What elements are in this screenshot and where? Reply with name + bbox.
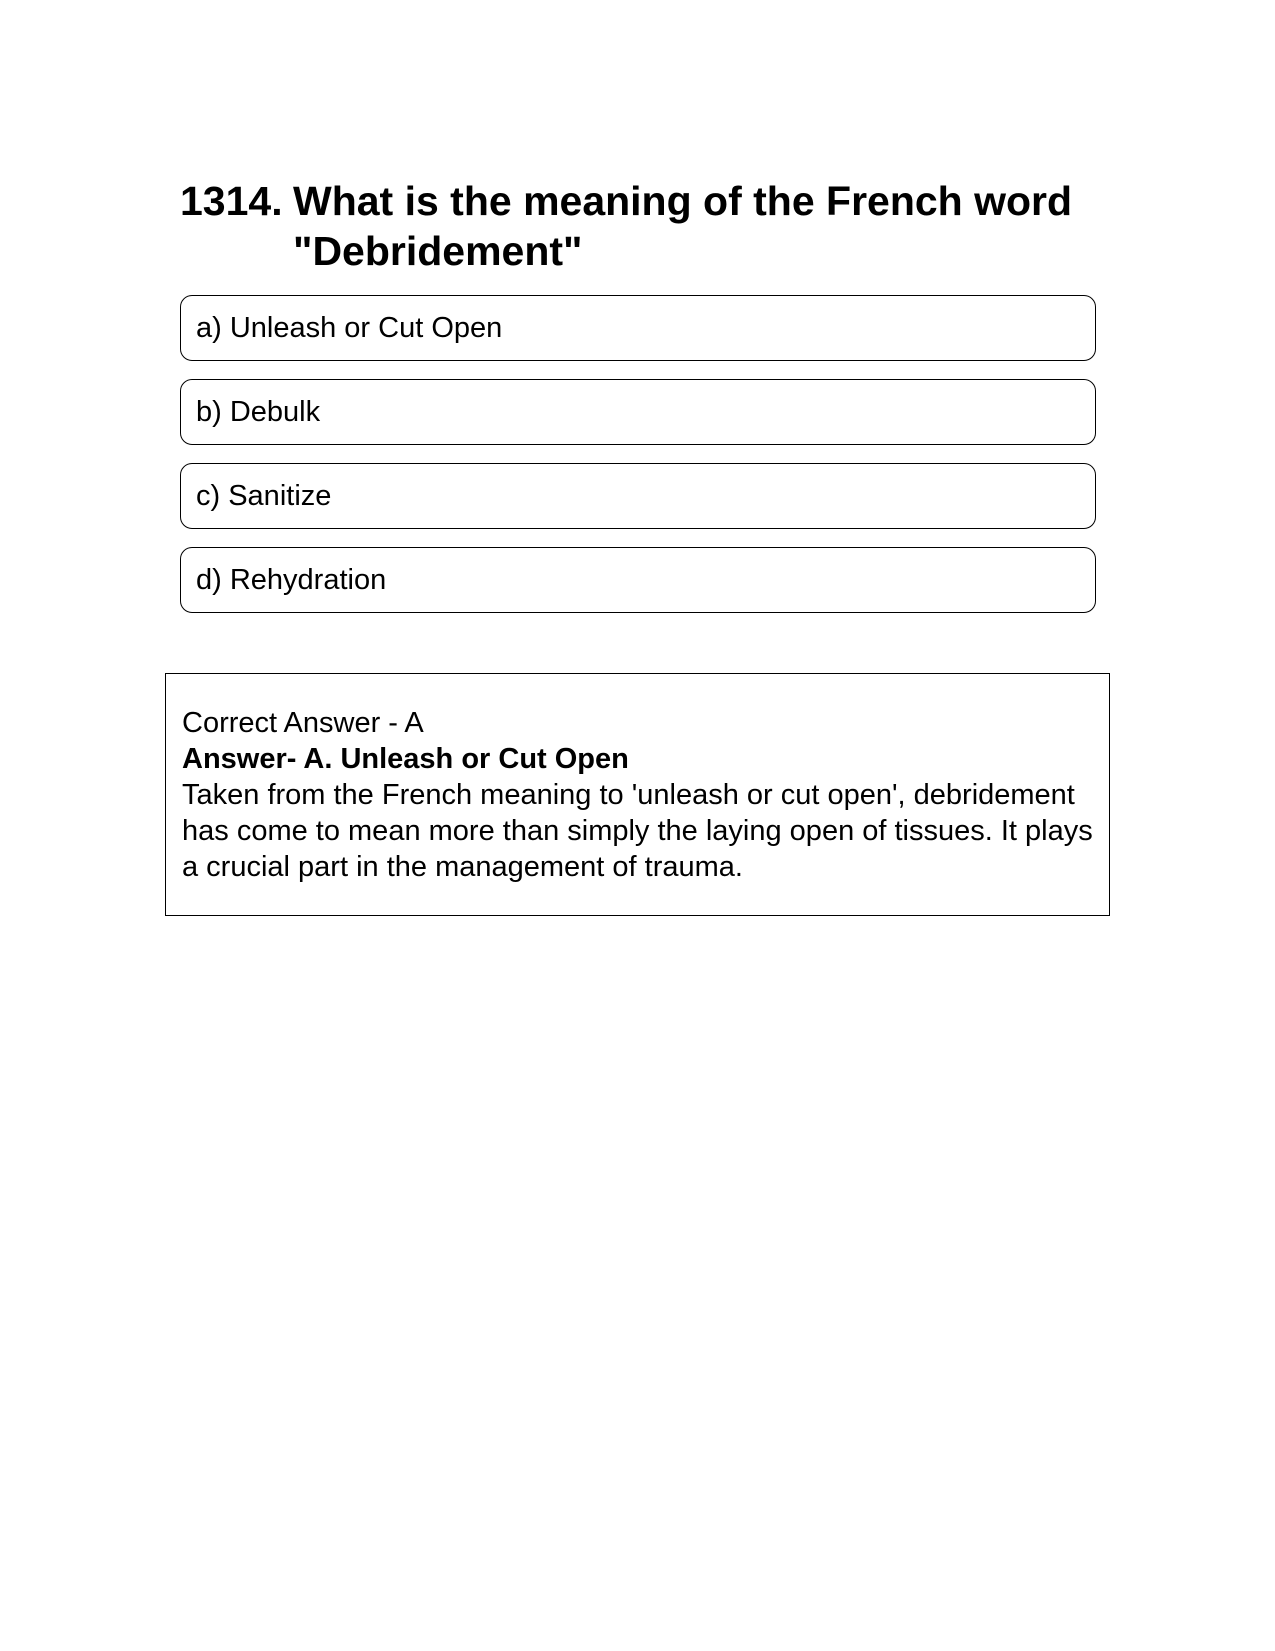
- option-d[interactable]: d) Rehydration: [180, 547, 1096, 613]
- answer-box: [165, 673, 1110, 916]
- option-c[interactable]: c) Sanitize: [180, 463, 1096, 529]
- question-heading: [180, 176, 1100, 276]
- answer-title: Answer- A. Unleash or Cut Open: [182, 743, 629, 775]
- question-number: 1314.: [180, 178, 283, 224]
- option-a[interactable]: a) Unleash or Cut Open: [180, 295, 1096, 361]
- answer-explanation: Taken from the French meaning to 'unleash or cut open', debridement has come to mean more than simply the laying open of tissues. It plays a crucial part in the management of trauma.: [182, 779, 1093, 883]
- correct-answer-line: Correct Answer - A: [182, 707, 424, 739]
- option-b[interactable]: b) Debulk: [180, 379, 1096, 445]
- question-text: What is the meaning of the French word "Debridement": [293, 178, 1073, 274]
